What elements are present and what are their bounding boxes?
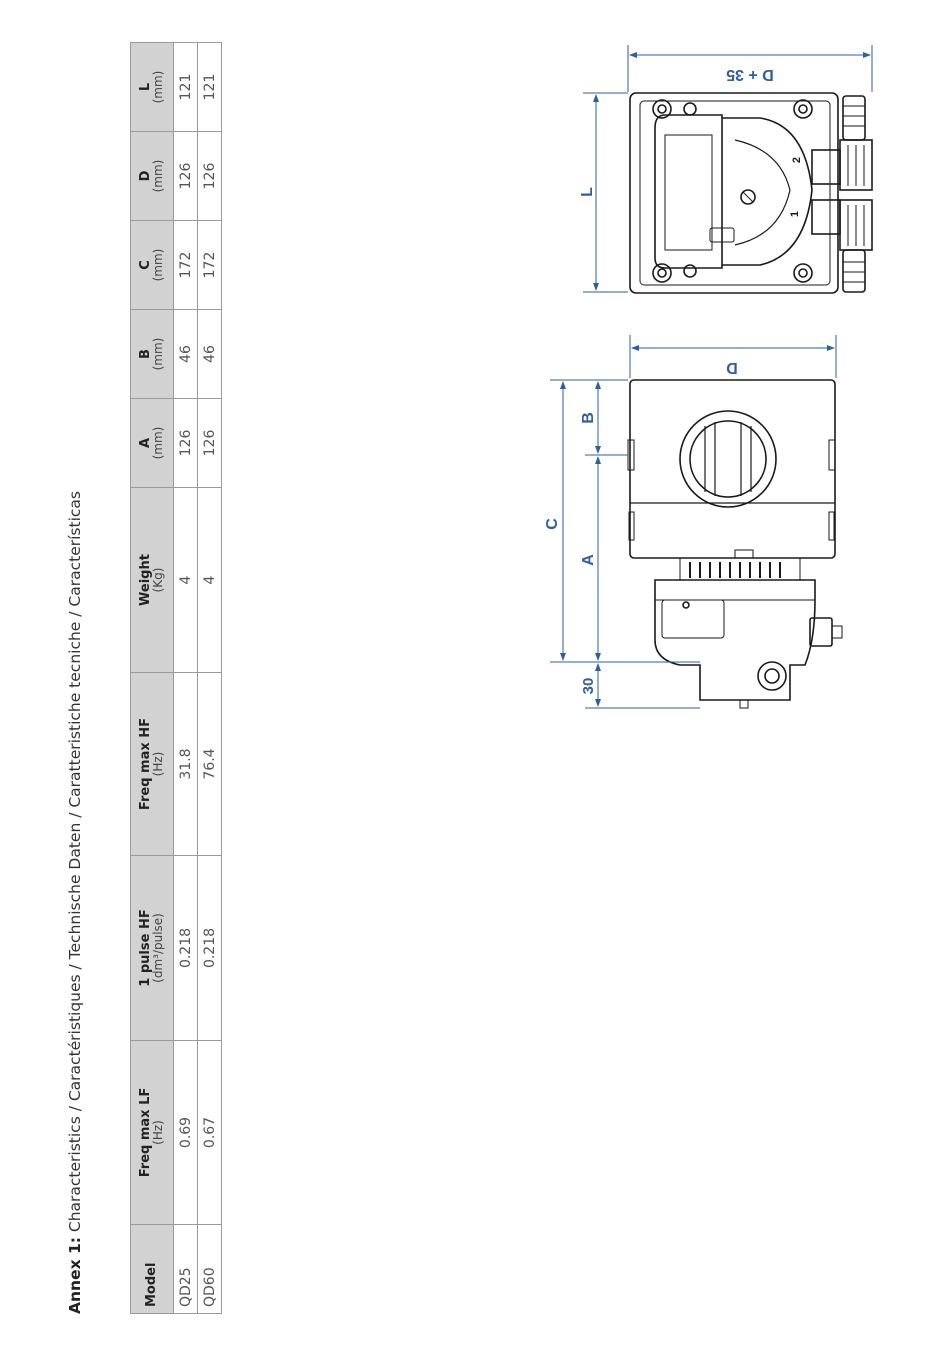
table-cell: 46 <box>174 310 198 399</box>
header-a: A (mm) <box>131 399 174 488</box>
top-view-drawing <box>630 93 872 293</box>
header-weight: Weight (Kg) <box>131 488 174 673</box>
header-1-pulse-hf: 1 pulse HF (dm³/pulse) <box>131 856 174 1041</box>
table-cell: 0.218 <box>174 856 198 1041</box>
table-cell: 121 <box>174 43 198 132</box>
table-cell: 31.8 <box>174 673 198 856</box>
annex-caption-prefix: Annex 1: <box>66 1237 84 1314</box>
table-cell: 0.218 <box>198 856 222 1041</box>
dim-label-a: A <box>580 554 597 566</box>
table-cell: 126 <box>174 132 198 221</box>
dim-label-30: 30 <box>580 677 597 695</box>
table-cell: 4 <box>174 488 198 673</box>
table-cell: 4 <box>198 488 222 673</box>
header-c: C (mm) <box>131 221 174 310</box>
table-cell: 126 <box>198 399 222 488</box>
header-l: L (mm) <box>131 43 174 132</box>
header-model: Model <box>131 1225 174 1314</box>
table-cell: 172 <box>174 221 198 310</box>
table-cell: 126 <box>198 132 222 221</box>
dim-label-c: C <box>544 518 561 530</box>
port-label-2: 2 <box>791 156 803 164</box>
table-cell: 0.69 <box>174 1041 198 1225</box>
side-view-drawing <box>628 380 842 708</box>
table-cell: 0.67 <box>198 1041 222 1225</box>
annex-caption-text: Characteristics / Caractéristiques / Technische Daten / Caratteristiche tecniche / Características <box>66 491 84 1238</box>
table-cell: 121 <box>198 43 222 132</box>
table-cell: 76.4 <box>198 673 222 856</box>
table-cell: 172 <box>198 221 222 310</box>
header-freq-max-hf: Freq max HF (Hz) <box>131 673 174 856</box>
table-cell: 46 <box>198 310 222 399</box>
table-cell: QD60 <box>198 1225 222 1314</box>
header-freq-max-lf: Freq max LF (Hz) <box>131 1041 174 1225</box>
port-label-1: 1 <box>789 210 801 218</box>
table-cell: 126 <box>174 399 198 488</box>
header-d: D (mm) <box>131 132 174 221</box>
table-cell: QD25 <box>174 1225 198 1314</box>
dim-label-l: L <box>579 187 596 197</box>
header-b: B (mm) <box>131 310 174 399</box>
side-view-dimensions <box>550 335 836 708</box>
dim-label-d-plus-35: D + 35 <box>726 66 774 83</box>
dim-label-b: B <box>580 412 597 424</box>
dim-label-d: D <box>726 359 738 376</box>
